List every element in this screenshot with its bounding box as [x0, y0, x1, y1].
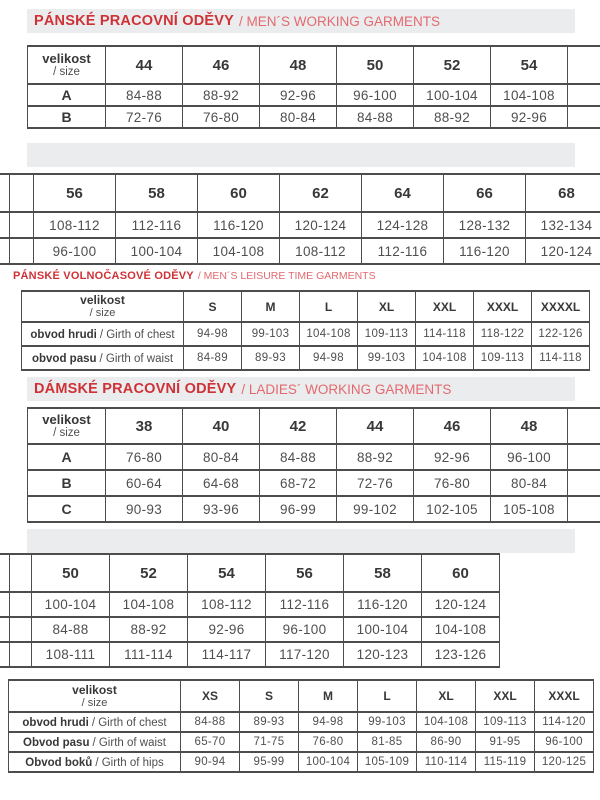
size-range-cell: 81-85: [358, 732, 417, 752]
size-corner-cell: [28, 46, 106, 84]
size-range-cell: 84-88: [106, 84, 183, 106]
size-range-cell: 120-124: [422, 592, 500, 617]
ladies-working-sizes-38-48-table: [27, 407, 600, 523]
size-range-cell: 84-88: [181, 712, 240, 732]
clipped-empty-cell: [568, 408, 600, 444]
corner-label-line2: / size: [89, 307, 116, 319]
size-column-header: 56: [266, 554, 344, 592]
size-range-cell: 104-108: [416, 346, 474, 370]
size-column-header: 60: [422, 554, 500, 592]
size-range-cell: 115-119: [476, 752, 535, 772]
size-range-cell: 96-99: [260, 496, 337, 522]
size-range-cell: 88-92: [183, 84, 260, 106]
size-range-cell: 104-108: [300, 322, 358, 346]
row-label-czech: Obvod boků: [25, 757, 93, 769]
ladies-working-sizes-50-60-table: [0, 553, 500, 668]
measurement-row-label: [22, 322, 184, 346]
size-range-cell: 94-98: [184, 322, 242, 346]
size-range-cell: 104-108: [198, 238, 280, 264]
size-column-header: XS: [181, 680, 240, 712]
measurement-row-label: [9, 752, 181, 772]
size-range-cell: 102-105: [414, 496, 491, 522]
size-range-cell: 116-120: [344, 592, 422, 617]
size-range-cell: 80-84: [260, 106, 337, 128]
size-range-cell: 120-124: [280, 212, 362, 238]
clipped-empty-cell: [0, 617, 10, 642]
size-range-cell: 108-112: [34, 212, 116, 238]
size-range-cell: 109-113: [358, 322, 416, 346]
clipped-empty-cell: [568, 496, 600, 522]
size-column-header: 46: [414, 408, 491, 444]
size-column-header: 52: [414, 46, 491, 84]
size-range-cell: 80-84: [491, 470, 568, 496]
section-title-strong: PÁNSKÉ VOLNOČASOVÉ ODĚVY: [13, 270, 194, 282]
size-column-header: 56: [34, 174, 116, 212]
clipped-empty-cell: [568, 444, 600, 470]
row-label-czech: obvod hrudi: [22, 717, 89, 729]
row-label-english: / Girth of hips: [95, 757, 164, 769]
clipped-empty-cell: [0, 642, 10, 667]
clipped-empty-cell: [0, 554, 10, 592]
size-range-cell: 94-98: [300, 346, 358, 370]
size-range-cell: 88-92: [110, 617, 188, 642]
size-range-cell: 105-108: [491, 496, 568, 522]
size-range-cell: 108-112: [188, 592, 266, 617]
size-column-header: 60: [198, 174, 280, 212]
size-range-cell: 99-103: [358, 346, 416, 370]
size-range-cell: 120-124: [526, 238, 600, 264]
size-range-cell: 96-100: [337, 84, 414, 106]
size-range-cell: 100-104: [116, 238, 198, 264]
size-column-header: L: [358, 680, 417, 712]
section-title-light: / MEN´S WORKING GARMENTS: [239, 13, 441, 29]
size-column-header: 54: [491, 46, 568, 84]
size-range-cell: 100-104: [299, 752, 358, 772]
size-column-header: 68: [526, 174, 600, 212]
clipped-empty-cell: [0, 212, 10, 238]
clipped-empty-cell: [0, 238, 10, 264]
size-range-cell: 123-126: [422, 642, 500, 667]
measurement-row-label: B: [28, 106, 106, 128]
clipped-empty-cell: [10, 174, 34, 212]
row-label-czech: obvod hrudi: [30, 329, 97, 341]
size-range-cell: 92-96: [188, 617, 266, 642]
size-column-header: 50: [32, 554, 110, 592]
size-range-cell: 64-68: [183, 470, 260, 496]
size-range-cell: 108-111: [32, 642, 110, 667]
size-range-cell: 91-95: [476, 732, 535, 752]
mens-working-sizes-44-54-table: [27, 45, 600, 129]
size-column-header: 64: [362, 174, 444, 212]
size-range-cell: 89-93: [240, 712, 299, 732]
corner-label-line2: / size: [53, 427, 80, 439]
size-column-header: 46: [183, 46, 260, 84]
size-range-cell: 112-116: [116, 212, 198, 238]
size-range-cell: 84-88: [337, 106, 414, 128]
size-corner-cell: [22, 291, 184, 322]
size-range-cell: 120-125: [535, 752, 594, 772]
size-column-header: 44: [337, 408, 414, 444]
clipped-empty-cell: [0, 174, 10, 212]
size-range-cell: 122-126: [532, 322, 590, 346]
size-range-cell: 99-102: [337, 496, 414, 522]
section-title-mens-working: [27, 9, 575, 33]
clipped-empty-cell: [10, 238, 34, 264]
size-range-cell: 89-93: [242, 346, 300, 370]
size-range-cell: 65-70: [181, 732, 240, 752]
size-range-cell: 105-109: [358, 752, 417, 772]
size-range-cell: 68-72: [260, 470, 337, 496]
size-column-header: 58: [344, 554, 422, 592]
size-range-cell: 76-80: [299, 732, 358, 752]
size-column-header: S: [184, 291, 242, 322]
size-range-cell: 92-96: [491, 106, 568, 128]
size-column-header: XXL: [416, 291, 474, 322]
clipped-empty-cell: [10, 212, 34, 238]
clipped-empty-cell: [10, 592, 32, 617]
size-range-cell: 84-89: [184, 346, 242, 370]
size-range-cell: 104-108: [491, 84, 568, 106]
mens-leisure-sizes-table: [21, 290, 590, 371]
clipped-empty-cell: [0, 592, 10, 617]
measurement-row-label: A: [28, 84, 106, 106]
size-corner-cell: [9, 680, 181, 712]
section-title-mens-leisure: [13, 269, 376, 283]
row-label-czech: obvod pasu: [31, 353, 97, 365]
corner-label-line1: velikost: [80, 293, 125, 307]
separator-bar: [27, 529, 575, 553]
clipped-empty-cell: [568, 470, 600, 496]
size-range-cell: 114-117: [188, 642, 266, 667]
size-range-cell: 80-84: [183, 444, 260, 470]
measurement-row-label: B: [28, 470, 106, 496]
size-range-cell: 116-120: [444, 238, 526, 264]
size-column-header: 48: [260, 46, 337, 84]
size-range-cell: 114-118: [416, 322, 474, 346]
corner-label-line2: / size: [53, 66, 80, 78]
row-label-english: / Girth of waist: [92, 737, 166, 749]
clipped-empty-cell: [568, 106, 600, 128]
size-range-cell: 99-103: [242, 322, 300, 346]
size-range-cell: 93-96: [183, 496, 260, 522]
clipped-empty-cell: [568, 46, 600, 84]
size-range-cell: 90-94: [181, 752, 240, 772]
row-label-english: / Girth of chest: [99, 329, 175, 341]
size-range-cell: 86-90: [417, 732, 476, 752]
section-title-ladies-working: [27, 377, 575, 401]
size-range-cell: 96-100: [34, 238, 116, 264]
size-range-cell: 76-80: [106, 444, 183, 470]
mens-working-sizes-56-68-table: [0, 173, 600, 265]
size-range-cell: 116-120: [198, 212, 280, 238]
size-range-cell: 76-80: [414, 470, 491, 496]
size-range-cell: 96-100: [266, 617, 344, 642]
size-range-cell: 84-88: [260, 444, 337, 470]
size-column-header: 48: [491, 408, 568, 444]
size-column-header: 54: [188, 554, 266, 592]
size-range-cell: 117-120: [266, 642, 344, 667]
size-range-cell: 108-112: [280, 238, 362, 264]
section-title-strong: DÁMSKÉ PRACOVNÍ ODĚVY: [34, 381, 237, 397]
size-column-header: M: [242, 291, 300, 322]
size-range-cell: 128-132: [444, 212, 526, 238]
size-range-cell: 110-114: [417, 752, 476, 772]
separator-bar: [27, 143, 575, 167]
size-range-cell: 72-76: [106, 106, 183, 128]
clipped-empty-cell: [10, 642, 32, 667]
size-column-header: 52: [110, 554, 188, 592]
size-range-cell: 114-118: [532, 346, 590, 370]
size-range-cell: 76-80: [183, 106, 260, 128]
clipped-empty-cell: [10, 617, 32, 642]
measurement-row-label: [9, 712, 181, 732]
size-column-header: 44: [106, 46, 183, 84]
size-column-header: M: [299, 680, 358, 712]
size-range-cell: 96-100: [491, 444, 568, 470]
size-column-header: 38: [106, 408, 183, 444]
size-range-cell: 100-104: [32, 592, 110, 617]
measurement-row-label: [22, 346, 184, 370]
size-range-cell: 90-93: [106, 496, 183, 522]
size-range-cell: 100-104: [414, 84, 491, 106]
size-range-cell: 84-88: [32, 617, 110, 642]
size-range-cell: 71-75: [240, 732, 299, 752]
size-range-cell: 109-113: [474, 346, 532, 370]
clipped-empty-cell: [568, 84, 600, 106]
size-column-header: 62: [280, 174, 362, 212]
size-column-header: L: [300, 291, 358, 322]
row-label-english: / Girth of chest: [91, 717, 167, 729]
size-range-cell: 94-98: [299, 712, 358, 732]
size-range-cell: 104-108: [110, 592, 188, 617]
size-column-header: 58: [116, 174, 198, 212]
section-title-light: / MEN´S LEISURE TIME GARMENTS: [197, 270, 376, 282]
row-label-english: / Girth of waist: [99, 353, 174, 365]
clipped-empty-cell: [10, 554, 32, 592]
size-column-header: XXXXL: [532, 291, 590, 322]
section-title-strong: PÁNSKÉ PRACOVNÍ ODĚVY: [34, 13, 234, 29]
size-range-cell: 88-92: [337, 444, 414, 470]
size-range-cell: 114-120: [535, 712, 594, 732]
size-range-cell: 120-123: [344, 642, 422, 667]
size-range-cell: 72-76: [337, 470, 414, 496]
size-column-header: 66: [444, 174, 526, 212]
size-range-cell: 96-100: [535, 732, 594, 752]
size-range-cell: 104-108: [417, 712, 476, 732]
section-title-light: / LADIES´ WORKING GARMENTS: [241, 381, 452, 397]
corner-label-line1: velikost: [42, 51, 91, 66]
size-corner-cell: [28, 408, 106, 444]
size-range-cell: 92-96: [414, 444, 491, 470]
size-range-cell: 95-99: [240, 752, 299, 772]
measurement-row-label: A: [28, 444, 106, 470]
size-range-cell: 104-108: [422, 617, 500, 642]
ladies-sizes-xs-xxxl-table: [8, 679, 594, 773]
size-range-cell: 112-116: [266, 592, 344, 617]
size-range-cell: 111-114: [110, 642, 188, 667]
size-column-header: 50: [337, 46, 414, 84]
size-column-header: 40: [183, 408, 260, 444]
size-range-cell: 100-104: [344, 617, 422, 642]
size-column-header: XXXL: [474, 291, 532, 322]
size-column-header: XL: [417, 680, 476, 712]
measurement-row-label: C: [28, 496, 106, 522]
corner-label-line1: velikost: [42, 412, 91, 427]
size-range-cell: 132-134: [526, 212, 600, 238]
size-column-header: 42: [260, 408, 337, 444]
size-column-header: XXXL: [535, 680, 594, 712]
corner-label-line2: / size: [81, 696, 108, 709]
size-range-cell: 112-116: [362, 238, 444, 264]
measurement-row-label: [9, 732, 181, 752]
row-label-czech: Obvod pasu: [23, 737, 90, 749]
corner-label-line1: velikost: [72, 682, 117, 697]
size-range-cell: 109-113: [476, 712, 535, 732]
size-range-cell: 92-96: [260, 84, 337, 106]
size-range-cell: 88-92: [414, 106, 491, 128]
size-range-cell: 60-64: [106, 470, 183, 496]
size-column-header: S: [240, 680, 299, 712]
size-range-cell: 124-128: [362, 212, 444, 238]
size-range-cell: 118-122: [474, 322, 532, 346]
size-column-header: XXL: [476, 680, 535, 712]
size-range-cell: 99-103: [358, 712, 417, 732]
size-column-header: XL: [358, 291, 416, 322]
